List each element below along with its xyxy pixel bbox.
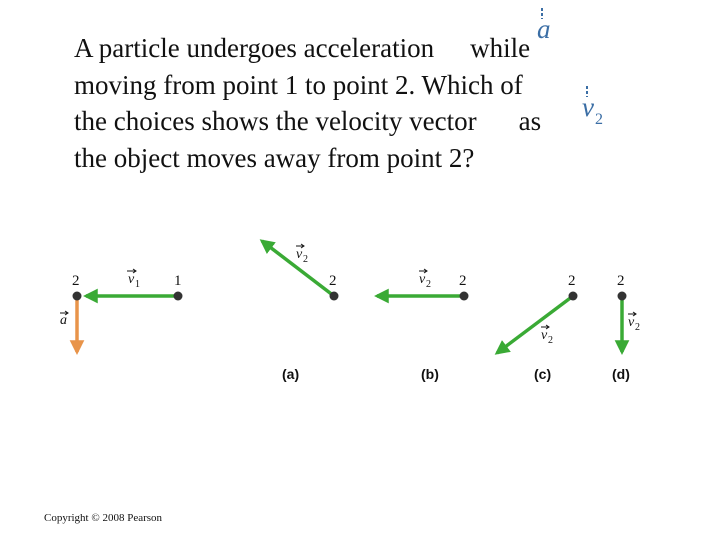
point-1: [174, 292, 183, 301]
v1-label-letter: v: [128, 272, 135, 287]
choice-c-v-letter: v: [541, 328, 548, 343]
v1-label-subscript: 1: [135, 279, 140, 290]
copyright-notice: Copyright © 2008 Pearson: [44, 512, 163, 524]
velocity-symbol-subscript: 2: [594, 111, 603, 128]
v1-label: [127, 269, 140, 290]
choice-c-letter: (c): [534, 366, 552, 382]
acceleration-symbol-letter: a: [537, 14, 551, 44]
choice-d: [612, 273, 640, 382]
question-line-1-part-2: while: [470, 33, 531, 63]
question-line-1-part-1: A particle undergoes acceleration: [74, 33, 435, 63]
choice-a-point: [330, 292, 339, 301]
question-line-3-part-2: as: [518, 106, 542, 136]
choice-c-velocity-arrow: [497, 296, 573, 353]
main-setup: [60, 269, 183, 352]
a-label: [60, 311, 68, 328]
choice-a-point-label: 2: [329, 273, 337, 289]
choice-b-letter: (b): [421, 366, 439, 382]
choice-a-v-label: [296, 244, 308, 265]
a-label-letter: a: [60, 313, 67, 328]
choice-b-v-subscript: 2: [426, 279, 431, 290]
point-1-label: 1: [174, 273, 182, 289]
choice-d-letter: (d): [612, 366, 630, 382]
choice-b-point-label: 2: [459, 273, 467, 289]
question-line-3-part-1: the choices shows the velocity vector: [74, 106, 477, 136]
choice-c-point-label: 2: [568, 273, 576, 289]
choice-c: [497, 273, 578, 382]
choice-a: [262, 241, 339, 382]
choice-c-point: [569, 292, 578, 301]
choice-a-letter: (a): [282, 366, 300, 382]
choice-a-v-subscript: 2: [303, 254, 308, 265]
velocity-symbol-letter: v: [582, 92, 594, 122]
choice-d-v-subscript: 2: [635, 322, 640, 333]
question-line-4: the object moves away from point 2?: [74, 142, 475, 173]
choice-d-point: [618, 292, 627, 301]
choice-a-v-letter: v: [296, 247, 303, 262]
choice-d-v-letter: v: [628, 315, 635, 330]
question-line-2: moving from point 1 to point 2. Which of: [74, 69, 523, 100]
point-2: [73, 292, 82, 301]
choice-b-v-letter: v: [419, 272, 426, 287]
choice-d-v-label: [628, 312, 640, 333]
choice-d-point-label: 2: [617, 273, 625, 289]
choice-c-v-subscript: 2: [548, 335, 553, 346]
choice-b-v-label: [419, 269, 431, 290]
point-2-label: 2: [72, 273, 80, 289]
choice-c-v-label: [541, 325, 553, 346]
choice-b: [377, 269, 469, 382]
choice-b-point: [460, 292, 469, 301]
